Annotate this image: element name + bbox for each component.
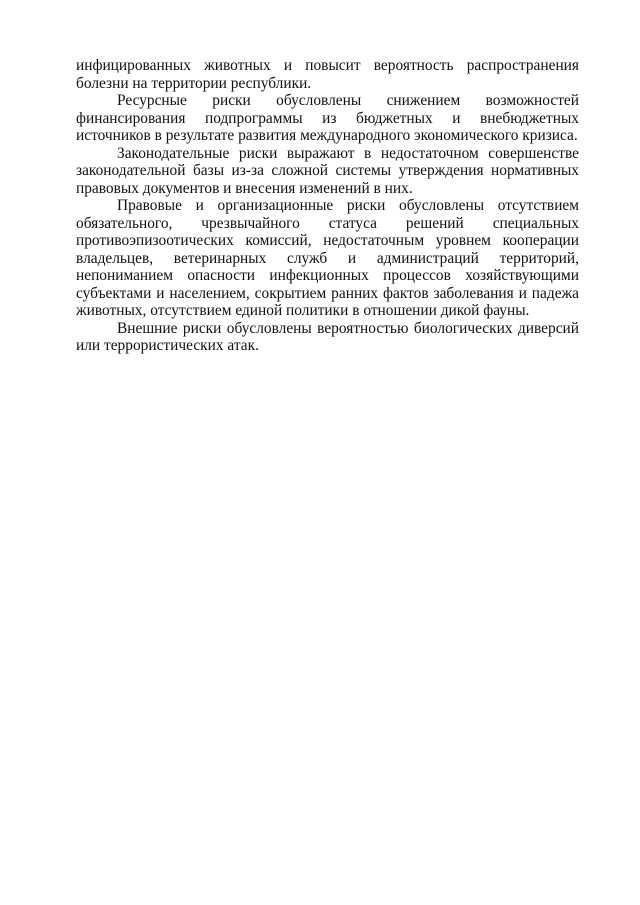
- paragraph-legislative-risks: Законодательные риски выражают в недостаточном совершенстве законодательной базы из-за сложной системы утверждения нормативных правовых документов и внесения изменений в них.: [76, 144, 579, 197]
- paragraph-continuation: инфицированных животных и повысит вероятность распространения болезни на территории республики.: [76, 57, 579, 92]
- document-page: [76, 57, 579, 355]
- paragraph-external-risks: Внешние риски обусловлены вероятностью биологических диверсий или террористических атак.: [76, 319, 579, 354]
- paragraph-legal-organizational-risks: Правовые и организационные риски обусловлены отсутствием обязательного, чрезвычайного статуса решений специальных противоэпизоотических комиссий, недостаточным уровнем кооперации владельцев, ветеринарных служб и администраций территорий, непониманием опасности инфекционных процессов хозяйствующими субъектами и населением, сокрытием ранних фактов заболевания и падежа животных, отсутствием единой политики в отношении дикой фауны.: [76, 197, 579, 319]
- paragraph-resource-risks: Ресурсные риски обусловлены снижением возможностей финансирования подпрограммы из бюджетных и внебюджетных источников в результате развития международного экономического кризиса.: [76, 92, 579, 144]
